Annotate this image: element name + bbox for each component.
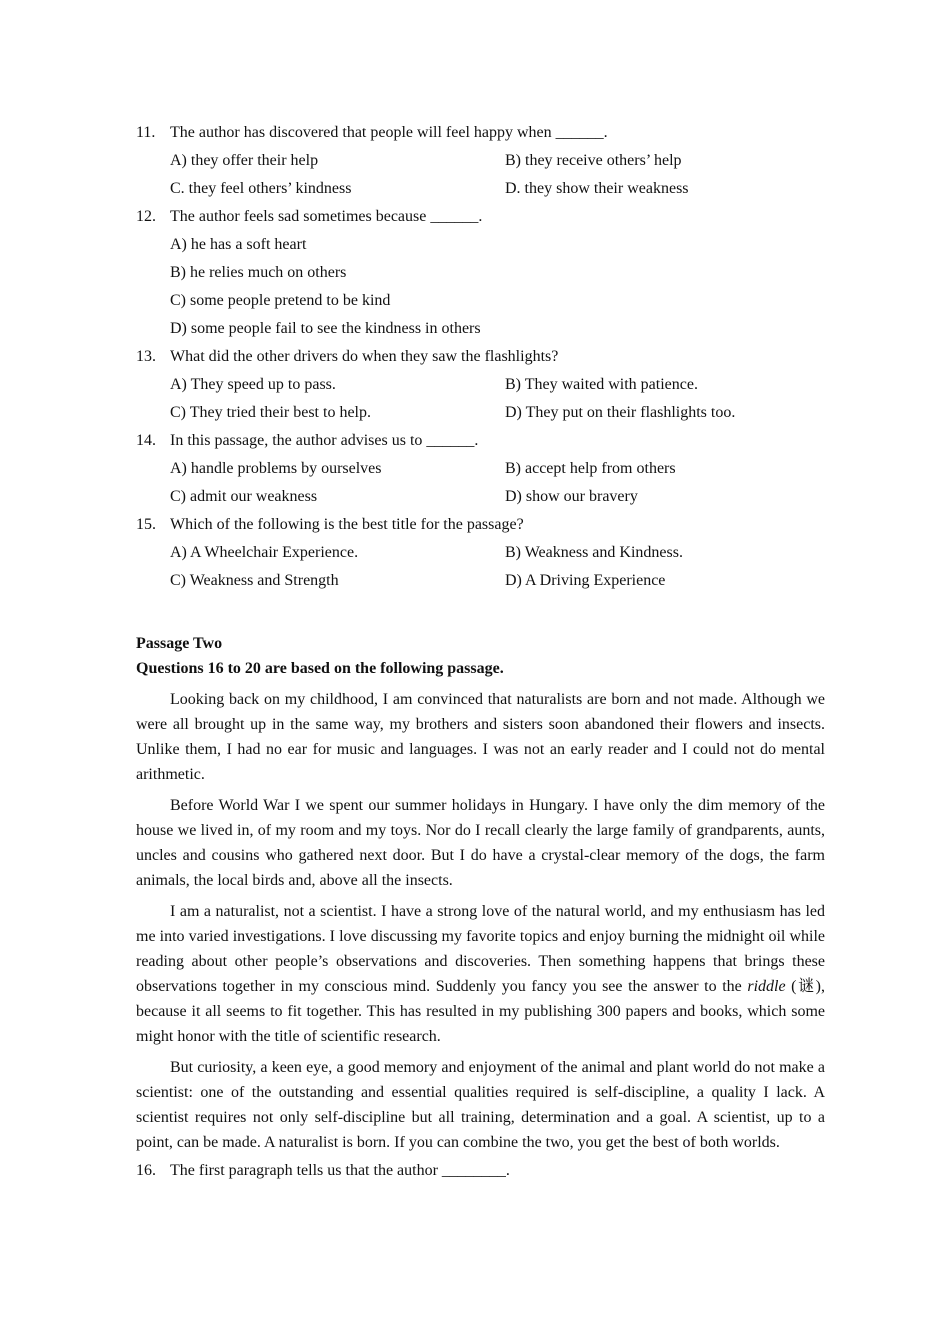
option-row: [136, 259, 825, 287]
question-number: 11.: [136, 124, 156, 141]
question-text: The first paragraph tells us that the author ________.: [170, 1162, 510, 1179]
question-text: What did the other drivers do when they saw the flashlights?: [170, 348, 559, 365]
option-row: [136, 147, 825, 175]
question-number: 14.: [136, 432, 156, 449]
answer-option: B) he relies much on others: [170, 264, 347, 281]
passage-paragraph-3: [136, 899, 825, 1049]
answer-option: A) A Wheelchair Experience.: [170, 544, 359, 561]
answer-option: A) They speed up to pass.: [170, 376, 336, 393]
question-16: [136, 1157, 825, 1185]
answer-option: B) They waited with patience.: [505, 376, 698, 393]
paragraph-3-italic-word: riddle: [747, 978, 786, 995]
section-gap: [136, 595, 825, 631]
option-row: [136, 399, 825, 427]
question-number: 16.: [136, 1162, 156, 1179]
question-text: In this passage, the author advises us to ______.: [170, 432, 479, 449]
answer-option: C) They tried their best to help.: [170, 404, 371, 421]
answer-option: B) they receive others’ help: [505, 152, 682, 169]
answer-option: B) accept help from others: [505, 460, 676, 477]
question-text: The author has discovered that people will feel happy when ______.: [170, 124, 608, 141]
question-item: [136, 203, 825, 231]
option-row: [136, 287, 825, 315]
question-text: Which of the following is the best title for the passage?: [170, 516, 524, 533]
exam-page: [136, 119, 825, 1185]
answer-option: C) some people pretend to be kind: [170, 292, 391, 309]
paragraph-3-text-start: I am a naturalist, not a scientist. I have a strong love of the natural world, and my enthusiasm has led me into varied investigations. I love discussing my favorite topics and enjoy burning the midnight oil while reading about other people’s observations and discoveries. Then something happens that brings these observations together in my conscious mind. Suddenly you fancy you see the answer to the: [136, 903, 825, 995]
answer-option: C) Weakness and Strength: [170, 572, 339, 589]
question-item: [136, 343, 825, 371]
option-row: [136, 175, 825, 203]
passage-two-section: [136, 631, 825, 1185]
answer-option: D) A Driving Experience: [505, 572, 666, 589]
answer-option: A) handle problems by ourselves: [170, 460, 382, 477]
answer-option: A) they offer their help: [170, 152, 319, 169]
passage-paragraph-2: Before World War I we spent our summer holidays in Hungary. I have only the dim memory of the house we lived in, of my room and my toys. Nor do I recall clearly the large family of grandparents, aunts, uncles and cousins who gathered next door. But I do have a crystal-clear memory of the dogs, the farm animals, the local birds and, above all the insects.: [136, 797, 825, 889]
question-item: [136, 511, 825, 539]
passage-instructions: Questions 16 to 20 are based on the following passage.: [136, 660, 504, 677]
answer-option: D. they show their weakness: [505, 180, 689, 197]
question-item: [136, 427, 825, 455]
answer-option: A) he has a soft heart: [170, 236, 307, 253]
answer-option: D) some people fail to see the kindness in others: [170, 320, 481, 337]
passage-title: Passage Two: [136, 635, 223, 652]
option-row: [136, 567, 825, 595]
option-row: [136, 371, 825, 399]
passage-paragraph-4: But curiosity, a keen eye, a good memory and enjoyment of the animal and plant world do not make a scientist: one of the outstanding and essential qualities required is self-discipline, a quality I lack. A scientist requires not only self-discipline but all training, determination and a goal. A scientist, up to a point, can be made. A naturalist is born. If you can combine the two, you get the best of both worlds.: [136, 1059, 825, 1151]
option-row: [136, 539, 825, 567]
option-row: [136, 483, 825, 511]
question-item: [136, 119, 825, 147]
option-row: [136, 455, 825, 483]
option-row: [136, 315, 825, 343]
answer-option: C. they feel others’ kindness: [170, 180, 352, 197]
question-number: 12.: [136, 208, 156, 225]
option-row: [136, 231, 825, 259]
question-list: [136, 119, 825, 595]
question-number: 13.: [136, 348, 156, 365]
paragraph-3-text-end: (谜), because it all seems to fit together. This has resulted in my publishing 300 papers and books, which some might honor with the title of scientific research.: [136, 978, 825, 1045]
passage-paragraph-1: Looking back on my childhood, I am convinced that naturalists are born and not made. Although we were all brought up in the same way, my brothers and sisters soon abandoned their flowers and insects. Unlike them, I had no ear for music and languages. I was not an early reader and I could not do mental arithmetic.: [136, 691, 825, 783]
question-text: The author feels sad sometimes because ______.: [170, 208, 483, 225]
answer-option: C) admit our weakness: [170, 488, 318, 505]
question-number: 15.: [136, 516, 156, 533]
answer-option: D) show our bravery: [505, 488, 638, 505]
answer-option: B) Weakness and Kindness.: [505, 544, 683, 561]
answer-option: D) They put on their flashlights too.: [505, 404, 736, 421]
